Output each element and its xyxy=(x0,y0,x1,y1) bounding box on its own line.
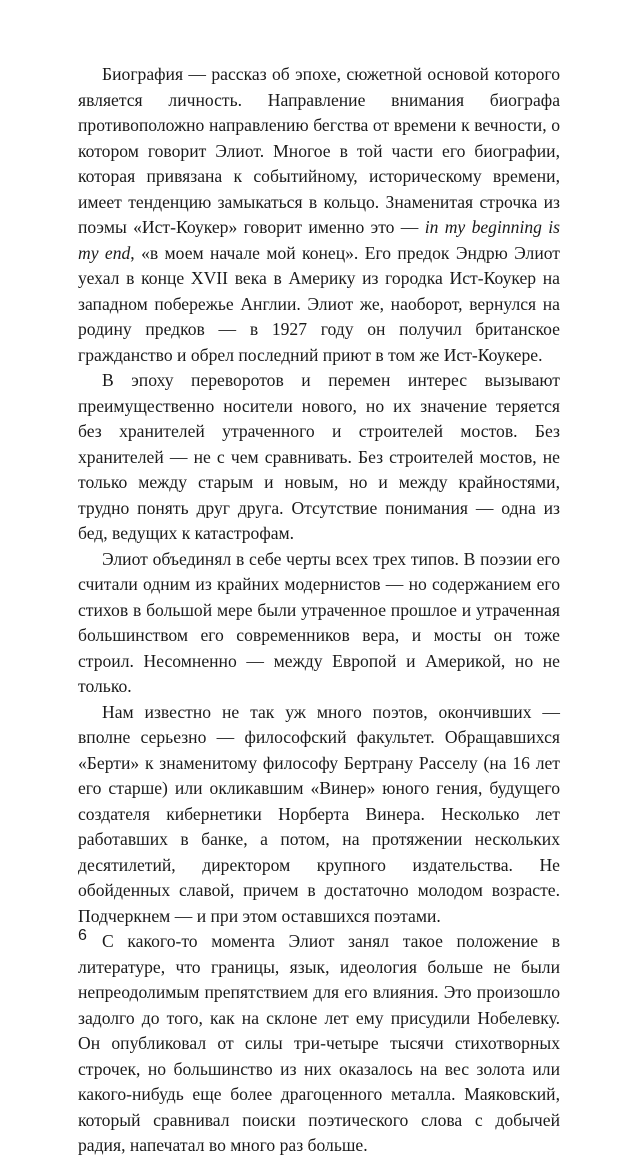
page-number: 6 xyxy=(78,927,87,944)
paragraph-4: Нам известно не так уж много поэтов, окончивших — вполне серьезно — философский факультет. Обращавшихся «Берти» к знаменитому философу Бертрану Расселу (на 16 лет его старше) или окликавшим «Винер» юного гения, будущего создателя кибернетики Норберта Винера. Несколько лет работавших в банке, а потом, на протяжении нескольких десятилетий, директором крупного издательства. Не обойденных славой, причем в достаточно молодом возрасте. Подчеркнем — и при этом оставшихся поэтами. xyxy=(78,701,560,926)
paragraph-1-text-before: Биография — рассказ об эпохе, сюжетной основой которого является личность. Направление внимания биографа противоположно направлению бегства от времени к вечности, о котором говорит Элиот. Многое в той части его биографии, которая привязана к событийному, историческому времени, имеет тенденцию замыкаться в кольцо. Знаменитая строчка из поэмы «Ист-Коукер» говорит именно это — xyxy=(78,64,560,237)
paragraph-1-text-after: , «в моем начале мой конец». Его предок Эндрю Элиот уехал в конце XVII века в Америку из городка Ист-Коукер на западном побережье Англии. Элиот же, наоборот, вернулся на родину предков — в 1927 году он получил британское гражданство и обрел последний приют в том же Ист-Коукере. xyxy=(78,242,560,365)
paragraph-3: Элиот объединял в себе черты всех трех типов. В поэзии его считали одним из крайних модернистов — но содержанием его стихов в большой мере были утраченное прошлое и утраченная большинством его современников вера, и мосты он тоже строил. Несомненно — между Европой и Америкой, но не только. xyxy=(78,548,560,696)
paragraph-biography xyxy=(78,62,560,368)
paragraph-2: В эпоху переворотов и перемен интерес вызывают преимущественно носители нового, но их значение теряется без хранителей утраченного и строителей мостов. Без хранителей — не с чем сравнивать. Без строителей мостов, не только между старым и новым, но и между крайностями, трудно понять друг друга. Отсутствие понимания — одна из бед, ведущих к катастрофам. xyxy=(78,370,560,543)
paragraph-5: С какого-то момента Элиот занял такое положение в литературе, что границы, язык, идеология больше не были непреодолимым препятствием для его влияния. Это произошло задолго до того, как на склоне лет ему присудили Нобелевку. Он опубликовал от силы три-четыре тысячи стихотворных строчек, но большинство из них оказалось на вес золота или какого-нибудь еще более драгоценного металла. Маяковский, который сравнивал поиски поэтического слова с добычей радия, напечатал во много раз больше. xyxy=(78,931,560,1155)
page-body xyxy=(78,62,560,1159)
paragraph-1-italic-quote: in my beginning is my end xyxy=(78,217,560,263)
